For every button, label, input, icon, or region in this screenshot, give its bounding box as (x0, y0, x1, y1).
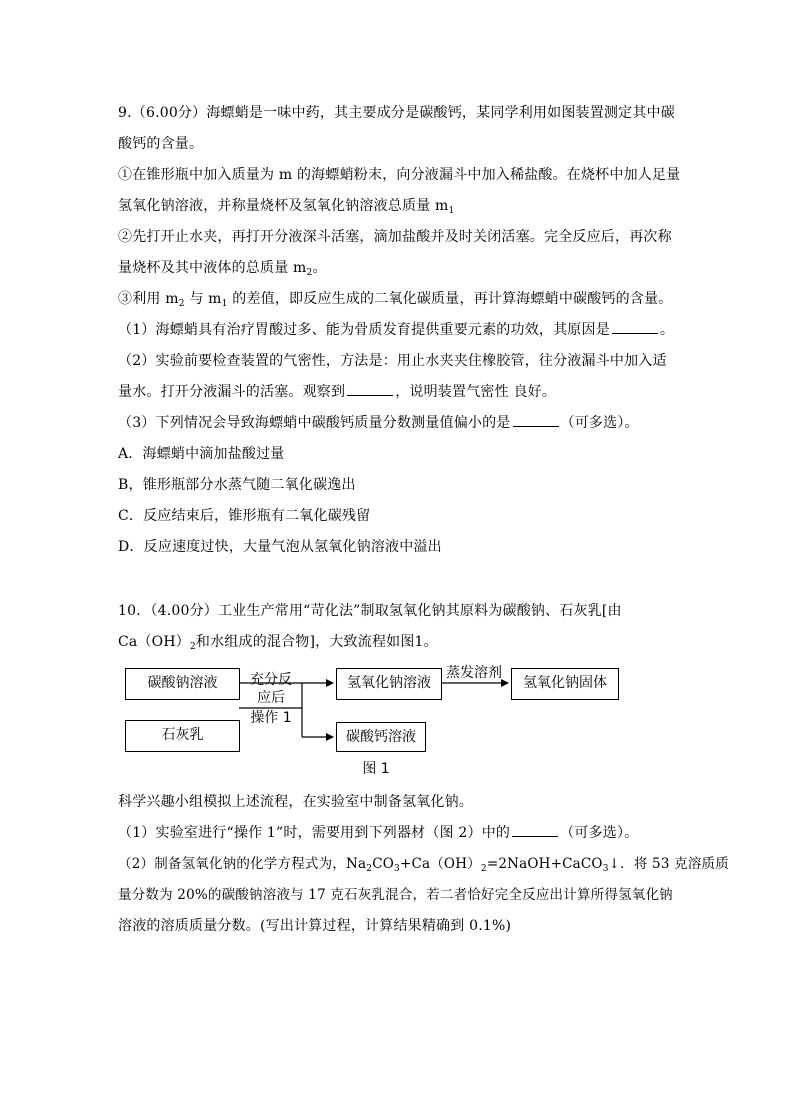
q9-option-b: B，锥形瓶部分水蒸气随二氧化碳逸出 (118, 477, 356, 493)
q9-step2-end: 。 (312, 260, 327, 276)
q9-step3-sub-2: 1 (221, 299, 228, 309)
q10-eq-part-5: ↓．将 53 克溶质质 (608, 856, 729, 872)
q9-step2-subscript: 2 (306, 268, 313, 278)
q9-step1-line-1: ①在锥形瓶中加入质量为 m 的海螵蛸粉末，向分液漏斗中加入稀盐酸。在烧杯中加人足量 (118, 167, 681, 183)
q10-sub2-line-1 (118, 855, 729, 873)
q9-sub1-text: （1）海螵蛸具有治疗胃酸过多、能为骨质发育提供重要元素的功效，其原因是 (118, 322, 610, 338)
q9-option-d: D．反应速度过快，大量气泡从氢氧化钠溶液中溢出 (118, 539, 442, 555)
q9-step3-part-1: ③利用 m (118, 291, 179, 307)
q10-intro-line: 科学兴趣小组模拟上述流程，在实验室中制备氢氧化钠。 (118, 794, 473, 810)
q9-sub3-end: （可多选）。 (560, 415, 639, 431)
q10-sub2-line-3: 溶液的溶质质量分数。(写出计算过程，计算结果精确到 0.1%) (118, 918, 512, 934)
box-lime-milk: 石灰乳 (125, 720, 240, 752)
q9-sub2-end: ，说明装置气密性 良好。 (395, 384, 557, 400)
q10-sub1-end: （可多选）。 (560, 825, 639, 841)
arrowhead-caco3-solution (326, 733, 334, 741)
q9-step3-part-3: 的差值，即反应生成的二氧化碳质量，再计算海螵蛸中碳酸钙的含量。 (227, 291, 673, 307)
q9-sub2-text: 量水。打开分液漏斗的活塞。观察到 (118, 384, 346, 400)
q10-stem-subscript: 2 (189, 642, 196, 652)
label-react-line-1: 充分反 (250, 672, 292, 688)
box-caco3-solution: 碳酸钙溶液 (336, 722, 426, 752)
q10-sub1-line (118, 824, 638, 842)
q9-step1-text: 氢氧化钠溶液，并称量烧杯及氢氧化钠溶液总质量 m (118, 198, 449, 214)
q9-sub1-end: 。 (659, 322, 675, 338)
q10-sub1-blank (512, 824, 558, 837)
q9-stem-line-2: 酸钙的含量。 (118, 136, 204, 152)
q9-option-c: C．反应结束后，锥形瓶有二氧化碳残留 (118, 508, 371, 524)
q10-eq-part-1: （2）制备氢氧化钠的化学方程式为，Na (118, 856, 367, 872)
q10-eq-sub-4: 3 (602, 864, 609, 874)
q10-stem-end: 和水组成的混合物]，大致流程如图1。 (195, 634, 438, 650)
q10-stem-text: Ca（OH） (118, 634, 190, 650)
q10-eq-sub-2: 3 (394, 864, 400, 874)
q9-stem-line-1: 9.（6.00分）海螵蛸是一味中药，其主要成分是碳酸钙，某同学利用如图装置测定其中碳 (118, 105, 675, 121)
box-naoh-solid: 氢氧化钠固体 (511, 668, 619, 700)
q10-eq-sub-3: 2 (480, 864, 487, 874)
q9-option-a: A．海螵蛸中滴加盐酸过量 (118, 446, 285, 462)
q9-step2-line-1: ②先打开止水夹，再打开分液深斗活塞，滴加盐酸并及时关闭活塞。完全反应后，再次称 (118, 229, 672, 245)
box-sodium-carbonate-solution: 碳酸钠溶液 (125, 668, 240, 700)
figure-1-caption: 图 1 (362, 761, 390, 777)
q9-step3-sub-1: 2 (178, 299, 185, 309)
q9-step2-text: 量烧杯及其中液体的总质量 m (118, 260, 307, 276)
q9-step1-subscript: 1 (448, 206, 455, 216)
q9-sub2-line-1: （2）实验前要检查装置的气密性，方法是：用止水夹夹住橡胶管，往分液漏斗中加入适 (118, 353, 667, 369)
q10-eq-part-3: +Ca（OH） (399, 856, 481, 872)
q10-sub1-text: （1）实验室进行“操作 1”时，需要用到下列器材（图 2）中的 (118, 825, 511, 841)
q10-eq-part-4: =2NaOH+CaCO (486, 856, 603, 872)
box-naoh-solution: 氢氧化钠溶液 (336, 668, 442, 700)
label-react-line-2: 应后 (257, 690, 285, 706)
q9-step3-part-2: 与 m (184, 291, 222, 307)
q10-sub2-line-2: 量分数为 20%的碳酸钠溶液与 17 克石灰乳混合，若二者恰好完全反应出计算所得氢氧化钠 (118, 887, 673, 903)
q9-sub3-text: （3）下列情况会导致海螵蛸中碳酸钙质量分数测量值偏小的是 (118, 415, 511, 431)
q10-stem-line-1: 10．（4.00分）工业生产常用“苛化法”制取氢氧化钠其原料为碳酸钠、石灰乳[由 (118, 603, 622, 619)
label-operation-1: 操作 1 (250, 710, 292, 726)
q10-eq-sub-1: 2 (366, 864, 373, 874)
label-evaporate-solvent: 蒸发溶剂 (446, 665, 502, 681)
arrowhead-naoh-solution (326, 679, 334, 687)
q10-eq-part-2: CO (372, 856, 394, 872)
